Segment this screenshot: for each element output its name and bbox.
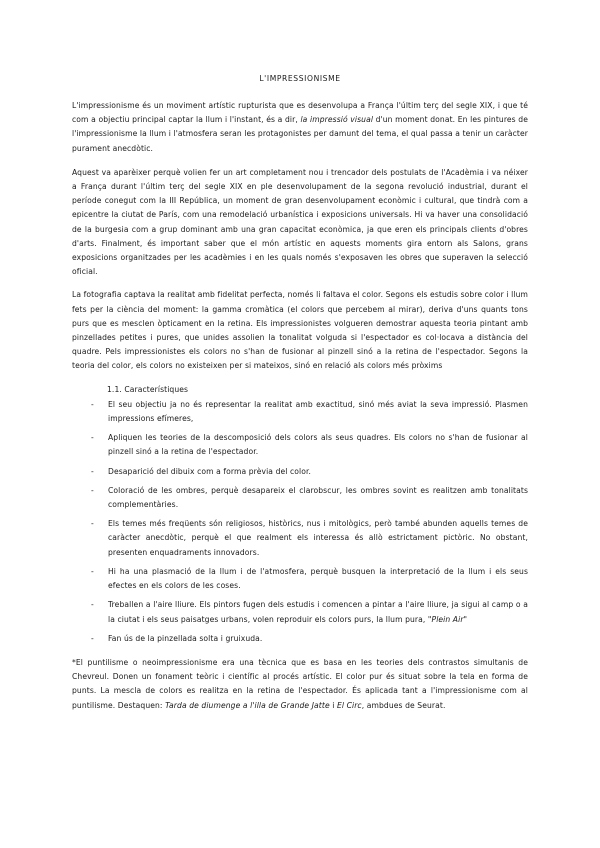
bullet-dash: - [91, 399, 94, 409]
page-title: L'IMPRESSIONISME [259, 74, 341, 83]
emphasis-text: la impressió visual [300, 115, 374, 125]
bullet-dash: - [91, 519, 94, 529]
list-item [72, 598, 528, 626]
bullet-dash: - [91, 633, 94, 643]
paragraph-text: d'un moment donat. En les pintures de l'impressionisme la llum i l'atmosfera seran les protagonistes per damunt del tema, el qual passa a tenir un caràcter purament anecdòtic. [72, 115, 528, 153]
list-item-text: Desaparició del dibuix com a forma prèvia del color. [108, 466, 311, 476]
list-item-text: Treballen a l'aire lliure. Els pintors fugen dels estudis i comencen a pintar a l'aire lliure, ja sigui al camp o a la ciutat i els seus paisatges urbans, volen reproduir els colors purs, la llum pura, [108, 600, 528, 624]
document-body [72, 99, 528, 722]
paragraph-pointillism [72, 656, 528, 713]
list-item [72, 398, 528, 426]
list-item [72, 517, 528, 560]
paragraph-text: , ambdues de Seurat. [361, 700, 446, 710]
artwork-title: Tarda de diumenge a l'illa de Grande Jatte [165, 700, 330, 710]
list-item-text: Coloració de les ombres, perquè desapareix el clarobscur, les ombres sovint es realitzen amb tonalitats complementàries. [108, 485, 528, 510]
paragraph-text: L'impressionisme és un moviment artístic rupturista que es desenvolupa a França l'últim terç del segle XIX, i que té com a objectiu principal captar la llum i l'instant, és a dir, [72, 101, 528, 125]
artwork-title: El Circ [336, 700, 362, 710]
list-item [72, 431, 528, 459]
list-item-text: Hi ha una plasmació de la llum i de l'atmosfera, perquè busquen la interpretació de la llum i els seus efectes en els colors de les coses. [108, 566, 528, 591]
list-item [72, 632, 528, 646]
bullet-dash: - [91, 600, 94, 610]
bullet-dash: - [91, 566, 94, 576]
characteristics-list [72, 398, 528, 646]
paragraph-color-theory: La fotografia captava la realitat amb fidelitat perfecta, només li faltava el color. Segons els estudis sobre color i llum fets per la ciència del moment: la gamma cromàtica (el colors que percebem al mirar), deriva d'uns quants tons purs que es mesclen òpticament en la retina. Els impressionistes volgueren demostrar aquesta teoria pintant amb pinzellades petites i pures, que unides assolien la tonalitat volguda si l'espectador es col·locava a distància del quadre. Pels impressionistes els colors no s'han de fusionar al pinzell sinó a la retina de l'espectador. Segons la teoria del color, els colors no existeixen per si mateixos, sinó en relació als colors més pròxims [72, 290, 528, 371]
paragraph-text: *El puntilisme o neoimpressionisme era una tècnica que es basa en les teories dels contrastos simultanis de Chevreul. Donen un fonament teòric i científic al procés artístic. El color pur és situat sobre la tela en forma de punts. La mescla de colors es realitza en la retina de l'espectador. És aplicada tant a l'impressionisme com al puntilisme. Destaquen: [72, 657, 528, 710]
paragraph-context: Aquest va aparèixer perquè volien fer un art completament nou i trencador dels postulats de l'Acadèmia i va néixer a França durant l'últim terç del segle XIX en ple desenvolupament de la segona revolució industrial, durant el període conegut com la III República, un moment de gran desenvolupament econòmic i cultural, que tindrà com a epicentre la ciutat de París, com una remodelació urbanística i exposicions universals. Hi va haver una consolidació de la burgesia com a grup dominant amb una gran capacitat econòmica, ja que eren els principals clients d'obres d'arts. Finalment, és important saber que el món artístic en aquests moments gira entorn als Salons, grans exposicions organitzades per les acadèmies i en les quals només s'exposaven les obres que superaven la selecció oficial. [72, 167, 528, 277]
list-item [72, 484, 528, 512]
paragraph-intro [72, 99, 528, 156]
bullet-dash: - [91, 466, 94, 476]
list-item-text: Els temes més freqüents són religiosos, històrics, nus i mitològics, però també abunden aquells temes de caràcter anecdòtic, perquè el que realment els interessa és allò estrictament pictòric. No obstant, presenten enquadraments innovadors. [108, 519, 528, 557]
list-item-text: Fan ús de la pinzellada solta i gruixuda. [108, 633, 263, 643]
emphasis-text: "Plein Air" [427, 614, 468, 624]
bullet-dash: - [91, 485, 94, 495]
list-item-text: El seu objectiu ja no és representar la realitat amb exactitud, sinó més aviat la seva impressió. Plasmen impressions efímeres, [108, 399, 528, 424]
list-item [72, 565, 528, 593]
bullet-dash: - [91, 433, 94, 443]
list-item [72, 465, 528, 479]
section-heading: 1.1. Característiques [107, 384, 189, 394]
list-item-text: Apliquen les teories de la descomposició dels colors als seus quadres. Els colors no s'han de fusionar al pinzell sinó a la retina de l'espectador. [108, 433, 528, 457]
paragraph-text: i [329, 700, 337, 710]
